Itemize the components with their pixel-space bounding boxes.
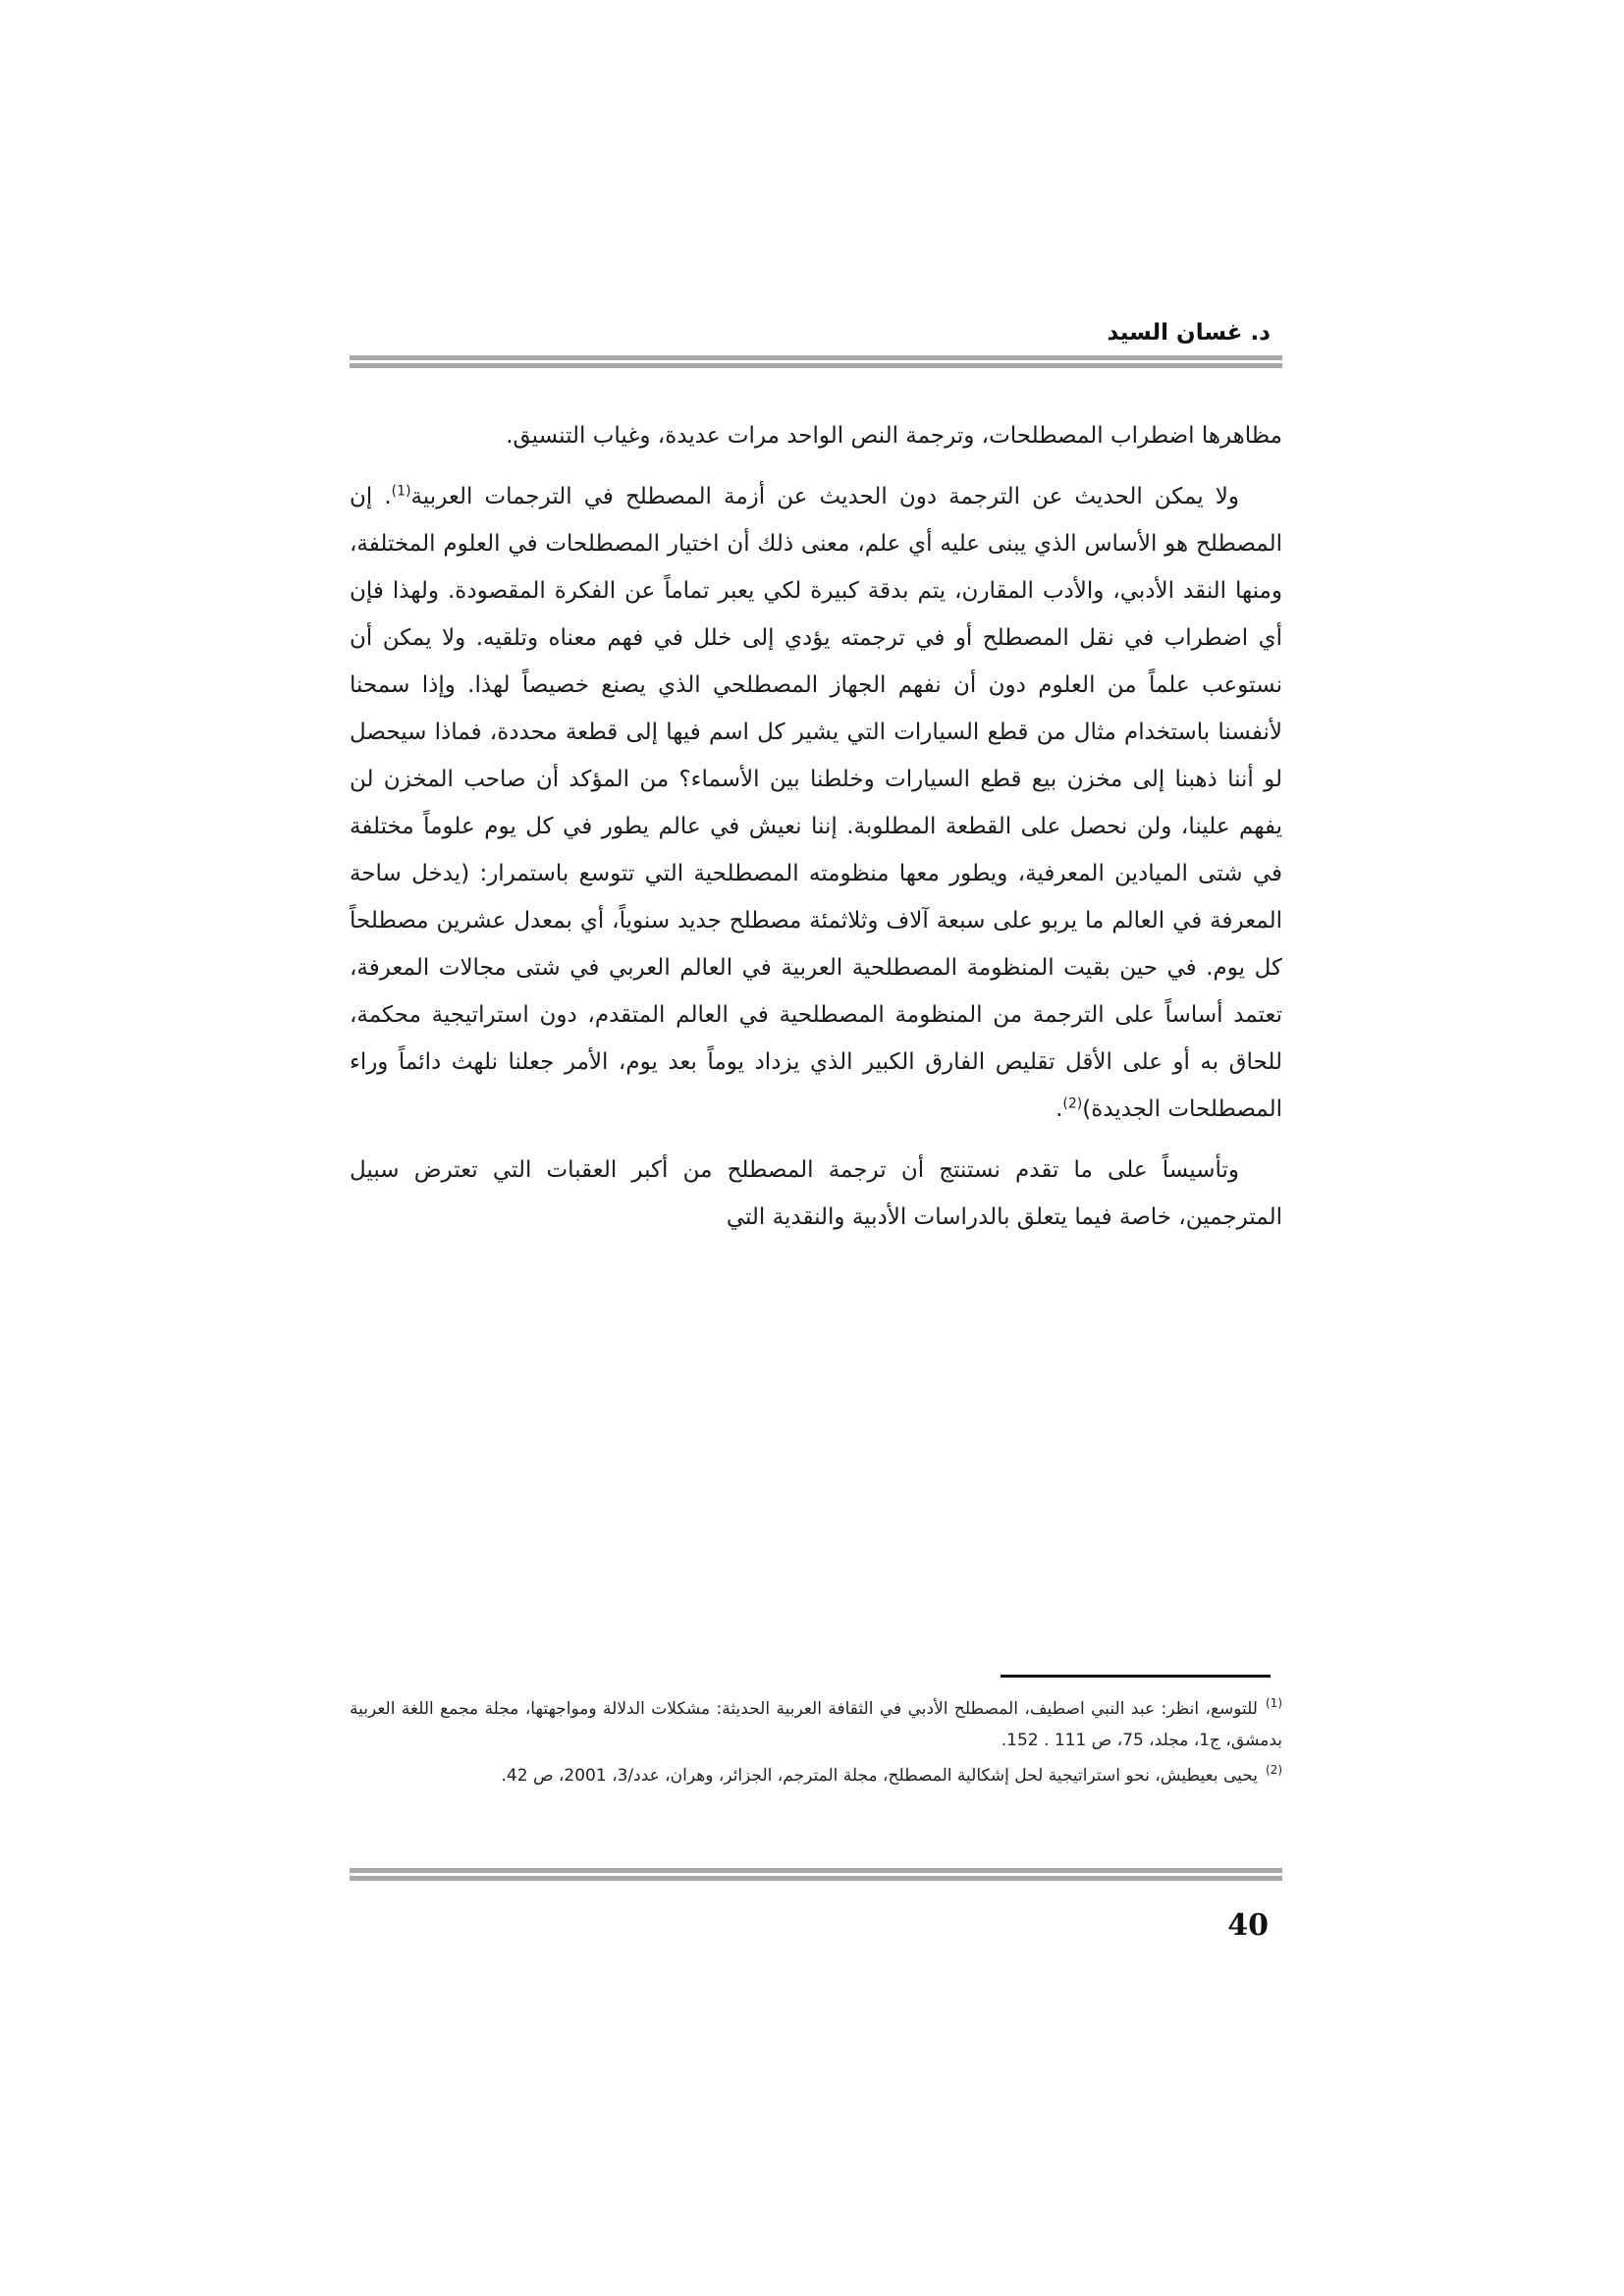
footnote-2 bbox=[350, 1760, 1282, 1791]
running-header-author: د. غسان السيد bbox=[1107, 320, 1271, 346]
footnotes bbox=[350, 1693, 1282, 1795]
footnote-1-marker: (1) bbox=[1265, 1696, 1282, 1711]
header-rule-line-2 bbox=[350, 363, 1282, 368]
footnote-1 bbox=[350, 1693, 1282, 1756]
footnote-ref-2: (2) bbox=[1062, 1095, 1083, 1112]
page-number: 40 bbox=[1227, 1908, 1269, 1943]
paragraph-1: مظاهرها اضطراب المصطلحات، وترجمة النص الواحد مرات عديدة، وغياب التنسيق. bbox=[506, 423, 1282, 449]
paragraph-3: وتأسيساً على ما تقدم نستنتج أن ترجمة المصطلح من أكبر العقبات التي تعترض سبيل المترجمين، خاصة فيما يتعلق بالدراسات الأدبية والنقدية التي bbox=[350, 1157, 1282, 1230]
paragraph-2 bbox=[350, 473, 1282, 1133]
paragraph-2-part-a: ولا يمكن الحديث عن الترجمة دون الحديث عن أزمة المصطلح في الترجمات العربية bbox=[410, 484, 1239, 509]
footnote-separator bbox=[1001, 1675, 1271, 1678]
footer-rule bbox=[350, 1868, 1282, 1884]
paragraph-2-part-b: . إن المصطلح هو الأساس الذي يبنى عليه أي علم، معنى ذلك أن اختيار المصطلحات في العلوم المختلفة، ومنها النقد الأدبي، والأدب المقارن، يتم بدقة كبيرة لكي يعبر تماماً عن الفكرة المقصودة. ولهذا فإن أي اضطراب في نقل المصطلح أو في ترجمته يؤدي إلى خلل في فهم معناه وتلقيه. ولا يمكن أن نستوعب علماً من العلوم دون أن نفهم الجهاز المصطلحي الذي يصنع خصيصاً لهذا. وإذا سمحنا لأنفسنا باستخدام مثال من قطع السيارات التي يشير كل اسم فيها إلى قطعة محددة، فماذا سيحصل لو أننا ذهبنا إلى مخزن بيع قطع السيارات وخلطنا بين الأسماء؟ من المؤكد أن صاحب المخزن لن يفهم علينا، ولن نحصل على القطعة المطلوبة. إننا نعيش في عالم يطور في كل يوم علوماً مختلفة في شتى الميادين المعرفية، ويطور معها منظومته المصطلحية التي تتوسع باستمرار: (يدخل ساحة المعرفة في العالم ما يربو على سبعة آلاف وثلاثمئة مصطلح جديد سنوياً، أي بمعدل عشرين مصطلحاً كل يوم. في حين بقيت المنظومة المصطلحية العربية في العالم العربي في شتى مجالات المعرفة، تعتمد أساساً على الترجمة من المنظومة المصطلحية في العالم المتقدم، دون استراتيجية محكمة، للحاق به أو على الأقل تقليص الفارق الكبير الذي يزداد يوماً بعد يوم، الأمر جعلنا نلهث دائماً وراء المصطلحات الجديدة) bbox=[350, 484, 1282, 1122]
paragraph-2-part-c: . bbox=[1056, 1096, 1063, 1122]
footnote-1-text: للتوسع، انظر: عبد النبي اصطيف، المصطلح الأدبي في الثقافة العربية الحديثة: مشكلات الدلالة ومواجهتها، مجلة مجمع اللغة العربية بدمشق، ج1، مجلد، 75، ص 111 . 152. bbox=[350, 1699, 1282, 1750]
header-rule bbox=[350, 355, 1282, 371]
footnote-2-marker: (2) bbox=[1265, 1763, 1282, 1778]
footnote-2-text: يحيى بعيطيش، نحو استراتيجية لحل إشكالية المصطلح، مجلة المترجم، الجزائر، وهران، عدد/3، 2001، ص 42. bbox=[501, 1766, 1258, 1786]
header-rule-line-1 bbox=[350, 355, 1282, 360]
main-text bbox=[350, 412, 1282, 1255]
footer-rule-line-2 bbox=[350, 1876, 1282, 1881]
footer-rule-line-1 bbox=[350, 1868, 1282, 1873]
footnote-ref-1: (1) bbox=[391, 483, 411, 500]
